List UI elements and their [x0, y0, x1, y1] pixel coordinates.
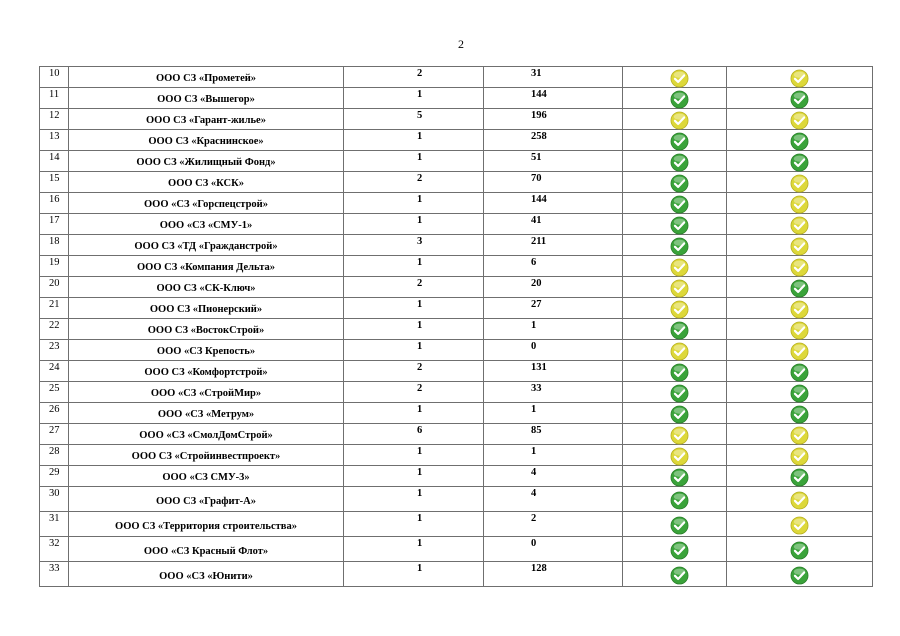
count-a: 1 [344, 319, 484, 340]
row-number: 30 [40, 487, 69, 512]
green-check-icon [670, 174, 689, 193]
count-b: 33 [484, 382, 623, 403]
row-number: 21 [40, 298, 69, 319]
count-b: 4 [484, 466, 623, 487]
company-name: ООО СЗ «Компания Дельта» [137, 262, 275, 273]
status-cell-1 [623, 67, 727, 88]
green-check-icon [670, 491, 689, 510]
status-cell-1 [623, 109, 727, 130]
green-check-icon [670, 237, 689, 256]
status-cell-2 [727, 172, 873, 193]
company-name-cell [69, 512, 344, 537]
count-b: 211 [484, 235, 623, 256]
count-b: 2 [484, 512, 623, 537]
status-cell-2 [727, 562, 873, 587]
status-cell-2 [727, 109, 873, 130]
count-a: 2 [344, 67, 484, 88]
yellow-check-icon [670, 69, 689, 88]
count-b: 70 [484, 172, 623, 193]
status-cell-1 [623, 424, 727, 445]
count-a: 3 [344, 235, 484, 256]
company-name: ООО СЗ «ТД «Гражданстрой» [134, 241, 278, 252]
company-name-cell [69, 537, 344, 562]
company-name-cell [69, 277, 344, 298]
row-number: 16 [40, 193, 69, 214]
status-cell-1 [623, 361, 727, 382]
row-number: 33 [40, 562, 69, 587]
green-check-icon [790, 279, 809, 298]
status-cell-1 [623, 487, 727, 512]
status-cell-1 [623, 537, 727, 562]
yellow-check-icon [790, 516, 809, 535]
count-b: 258 [484, 130, 623, 151]
table-row [40, 193, 873, 214]
count-b: 85 [484, 424, 623, 445]
yellow-check-icon [790, 426, 809, 445]
company-name: ООО «СЗ Крепость» [156, 346, 256, 357]
row-number: 11 [40, 88, 69, 109]
count-a: 2 [344, 382, 484, 403]
count-b: 20 [484, 277, 623, 298]
count-a: 1 [344, 512, 484, 537]
count-b: 27 [484, 298, 623, 319]
table-row [40, 445, 873, 466]
yellow-check-icon [790, 258, 809, 277]
status-cell-2 [727, 487, 873, 512]
table-row [40, 537, 873, 562]
count-a: 1 [344, 193, 484, 214]
row-number: 20 [40, 277, 69, 298]
row-number: 28 [40, 445, 69, 466]
green-check-icon [790, 405, 809, 424]
company-name: ООО СЗ «СК-Ключ» [156, 283, 256, 294]
green-check-icon [670, 516, 689, 535]
table-row [40, 319, 873, 340]
yellow-check-icon [670, 300, 689, 319]
count-a: 1 [344, 298, 484, 319]
yellow-check-icon [670, 447, 689, 466]
row-number: 10 [40, 67, 69, 88]
green-check-icon [790, 132, 809, 151]
row-number: 26 [40, 403, 69, 424]
status-cell-2 [727, 340, 873, 361]
count-b: 51 [484, 151, 623, 172]
row-number: 22 [40, 319, 69, 340]
company-name: ООО СЗ «Вышегор» [157, 94, 255, 105]
count-b: 144 [484, 193, 623, 214]
status-cell-1 [623, 256, 727, 277]
table-row [40, 172, 873, 193]
count-b: 6 [484, 256, 623, 277]
green-check-icon [790, 384, 809, 403]
table-row [40, 277, 873, 298]
count-b: 131 [484, 361, 623, 382]
status-cell-1 [623, 172, 727, 193]
status-cell-1 [623, 298, 727, 319]
count-b: 144 [484, 88, 623, 109]
company-name: ООО «СЗ «СмолДомСтрой» [139, 430, 273, 441]
status-cell-1 [623, 340, 727, 361]
green-check-icon [790, 363, 809, 382]
company-name-cell [69, 487, 344, 512]
status-cell-2 [727, 67, 873, 88]
status-cell-2 [727, 277, 873, 298]
company-name: ООО «СЗ «СМУ-1» [159, 220, 253, 231]
green-check-icon [670, 132, 689, 151]
green-check-icon [670, 195, 689, 214]
status-cell-2 [727, 512, 873, 537]
yellow-check-icon [670, 279, 689, 298]
company-name-cell [69, 562, 344, 587]
company-name-cell [69, 319, 344, 340]
yellow-check-icon [670, 426, 689, 445]
status-cell-1 [623, 562, 727, 587]
company-name-cell [69, 109, 344, 130]
table-row [40, 382, 873, 403]
status-cell-2 [727, 445, 873, 466]
company-name: ООО СЗ «Территория строительства» [115, 521, 297, 532]
yellow-check-icon [790, 174, 809, 193]
green-check-icon [790, 90, 809, 109]
table-row [40, 298, 873, 319]
table-row [40, 424, 873, 445]
green-check-icon [790, 566, 809, 585]
green-check-icon [790, 468, 809, 487]
count-a: 2 [344, 172, 484, 193]
status-cell-2 [727, 382, 873, 403]
status-cell-2 [727, 88, 873, 109]
count-a: 1 [344, 562, 484, 587]
company-name: ООО «СЗ «Метрум» [157, 409, 255, 420]
count-b: 1 [484, 445, 623, 466]
count-b: 41 [484, 214, 623, 235]
count-a: 1 [344, 340, 484, 361]
green-check-icon [670, 153, 689, 172]
yellow-check-icon [790, 321, 809, 340]
count-a: 1 [344, 487, 484, 512]
table-row [40, 403, 873, 424]
green-check-icon [670, 541, 689, 560]
status-cell-1 [623, 151, 727, 172]
table-row [40, 512, 873, 537]
count-b: 0 [484, 340, 623, 361]
status-cell-2 [727, 235, 873, 256]
company-name-cell [69, 403, 344, 424]
company-name-cell [69, 466, 344, 487]
company-name-cell [69, 151, 344, 172]
company-name-cell [69, 193, 344, 214]
status-cell-1 [623, 512, 727, 537]
count-b: 0 [484, 537, 623, 562]
status-cell-1 [623, 193, 727, 214]
company-name: ООО СЗ «Жилищный Фонд» [136, 157, 276, 168]
company-name-cell [69, 172, 344, 193]
count-b: 4 [484, 487, 623, 512]
green-check-icon [790, 153, 809, 172]
company-name-cell [69, 424, 344, 445]
row-number: 14 [40, 151, 69, 172]
company-name-cell [69, 340, 344, 361]
status-cell-1 [623, 130, 727, 151]
status-cell-1 [623, 319, 727, 340]
count-a: 1 [344, 466, 484, 487]
company-name-cell [69, 67, 344, 88]
count-a: 1 [344, 214, 484, 235]
status-cell-2 [727, 319, 873, 340]
company-name-cell [69, 130, 344, 151]
table-row [40, 562, 873, 587]
status-cell-1 [623, 235, 727, 256]
table-row [40, 109, 873, 130]
table-row [40, 67, 873, 88]
company-name: ООО СЗ «Стройинвестпроект» [131, 451, 281, 462]
yellow-check-icon [670, 258, 689, 277]
status-cell-2 [727, 298, 873, 319]
green-check-icon [670, 321, 689, 340]
row-number: 19 [40, 256, 69, 277]
count-a: 1 [344, 445, 484, 466]
count-a: 1 [344, 88, 484, 109]
company-name-cell [69, 88, 344, 109]
company-name: ООО СЗ «Комфортстрой» [144, 367, 268, 378]
green-check-icon [670, 216, 689, 235]
count-a: 5 [344, 109, 484, 130]
row-number: 18 [40, 235, 69, 256]
count-a: 1 [344, 537, 484, 562]
table-row [40, 256, 873, 277]
count-b: 31 [484, 67, 623, 88]
green-check-icon [670, 384, 689, 403]
company-name: ООО «СЗ Красный Флот» [143, 546, 269, 557]
company-name: ООО СЗ «КСК» [168, 178, 244, 189]
company-name: ООО СЗ «Пионерский» [149, 304, 263, 315]
count-a: 1 [344, 151, 484, 172]
yellow-check-icon [790, 447, 809, 466]
row-number: 12 [40, 109, 69, 130]
table-body [40, 67, 873, 587]
count-b: 196 [484, 109, 623, 130]
status-cell-2 [727, 256, 873, 277]
yellow-check-icon [670, 342, 689, 361]
company-name: ООО СЗ «Прометей» [155, 73, 257, 84]
count-a: 6 [344, 424, 484, 445]
status-cell-1 [623, 382, 727, 403]
green-check-icon [670, 363, 689, 382]
yellow-check-icon [670, 111, 689, 130]
table-row [40, 214, 873, 235]
company-name: ООО «СЗ «СтройМир» [150, 388, 262, 399]
yellow-check-icon [790, 300, 809, 319]
yellow-check-icon [790, 216, 809, 235]
status-cell-2 [727, 151, 873, 172]
yellow-check-icon [790, 237, 809, 256]
green-check-icon [670, 90, 689, 109]
status-cell-2 [727, 403, 873, 424]
yellow-check-icon [790, 195, 809, 214]
status-cell-1 [623, 445, 727, 466]
developers-table [39, 66, 873, 587]
company-name-cell [69, 256, 344, 277]
yellow-check-icon [790, 69, 809, 88]
count-a: 1 [344, 256, 484, 277]
status-cell-1 [623, 214, 727, 235]
status-cell-2 [727, 537, 873, 562]
green-check-icon [670, 405, 689, 424]
row-number: 23 [40, 340, 69, 361]
status-cell-1 [623, 277, 727, 298]
company-name: ООО СЗ «Гарант-жилье» [146, 115, 266, 126]
table-row [40, 466, 873, 487]
table-row [40, 88, 873, 109]
row-number: 25 [40, 382, 69, 403]
count-b: 1 [484, 319, 623, 340]
yellow-check-icon [790, 111, 809, 130]
row-number: 31 [40, 512, 69, 537]
table-row [40, 130, 873, 151]
company-name-cell [69, 214, 344, 235]
count-a: 1 [344, 130, 484, 151]
row-number: 27 [40, 424, 69, 445]
table-row [40, 151, 873, 172]
company-name: ООО СЗ «Графит-А» [155, 496, 257, 507]
company-name-cell [69, 382, 344, 403]
status-cell-2 [727, 466, 873, 487]
status-cell-1 [623, 88, 727, 109]
green-check-icon [670, 566, 689, 585]
status-cell-2 [727, 361, 873, 382]
row-number: 17 [40, 214, 69, 235]
row-number: 32 [40, 537, 69, 562]
company-name-cell [69, 361, 344, 382]
count-b: 128 [484, 562, 623, 587]
company-name-cell [69, 235, 344, 256]
table-row [40, 487, 873, 512]
table-row [40, 361, 873, 382]
row-number: 24 [40, 361, 69, 382]
status-cell-2 [727, 193, 873, 214]
company-name-cell [69, 445, 344, 466]
page-number: 2 [458, 37, 464, 51]
company-name-cell [69, 298, 344, 319]
status-cell-2 [727, 130, 873, 151]
table-row [40, 235, 873, 256]
status-cell-1 [623, 466, 727, 487]
row-number: 15 [40, 172, 69, 193]
count-b: 1 [484, 403, 623, 424]
row-number: 13 [40, 130, 69, 151]
count-a: 2 [344, 277, 484, 298]
status-cell-1 [623, 403, 727, 424]
count-a: 2 [344, 361, 484, 382]
status-cell-2 [727, 214, 873, 235]
company-name: ООО СЗ «Краснинское» [148, 136, 264, 147]
table-row [40, 340, 873, 361]
company-name: ООО «СЗ «Юнити» [159, 571, 253, 582]
green-check-icon [790, 541, 809, 560]
yellow-check-icon [790, 491, 809, 510]
yellow-check-icon [790, 342, 809, 361]
company-name: ООО СЗ «ВостокСтрой» [147, 325, 265, 336]
row-number: 29 [40, 466, 69, 487]
green-check-icon [670, 468, 689, 487]
company-name: ООО «СЗ «Горспецстрой» [144, 199, 268, 210]
company-name: ООО «СЗ СМУ-3» [162, 472, 250, 483]
status-cell-2 [727, 424, 873, 445]
count-a: 1 [344, 403, 484, 424]
